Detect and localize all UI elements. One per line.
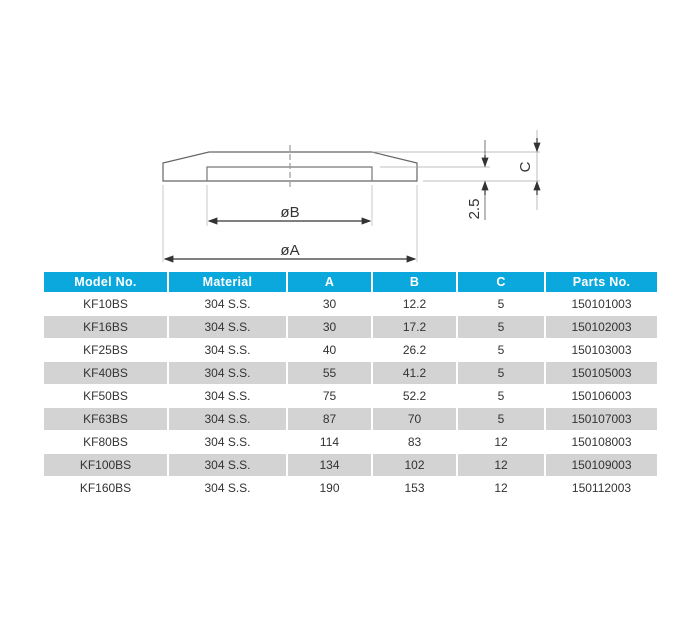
table-header-row <box>44 272 657 293</box>
cell-model: KF160BS <box>44 477 168 500</box>
cell-parts-no: 150101003 <box>545 293 657 316</box>
cell-c: 5 <box>457 408 545 431</box>
specification-table <box>44 272 657 499</box>
cell-b: 102 <box>372 454 457 477</box>
table-row <box>44 454 657 477</box>
table-row <box>44 385 657 408</box>
cell-parts-no: 150109003 <box>545 454 657 477</box>
cell-a: 30 <box>287 293 372 316</box>
cell-parts-no: 150103003 <box>545 339 657 362</box>
diameter-a-label: øA <box>280 242 300 259</box>
cell-material: 304 S.S. <box>168 477 287 500</box>
cell-material: 304 S.S. <box>168 362 287 385</box>
cell-a: 190 <box>287 477 372 500</box>
cell-parts-no: 150105003 <box>545 362 657 385</box>
cell-a: 114 <box>287 431 372 454</box>
cell-a: 75 <box>287 385 372 408</box>
header-model-no: Model No. <box>44 272 168 293</box>
height-c-label: C <box>517 161 534 173</box>
table-row <box>44 293 657 316</box>
header-material: Material <box>168 272 287 293</box>
cell-parts-no: 150108003 <box>545 431 657 454</box>
header-parts-no: Parts No. <box>545 272 657 293</box>
cell-model: KF50BS <box>44 385 168 408</box>
cell-model: KF25BS <box>44 339 168 362</box>
table-row <box>44 431 657 454</box>
cell-parts-no: 150107003 <box>545 408 657 431</box>
cell-c: 12 <box>457 454 545 477</box>
header-a: A <box>287 272 372 293</box>
cell-b: 12.2 <box>372 293 457 316</box>
table-row <box>44 339 657 362</box>
cell-c: 12 <box>457 431 545 454</box>
table-row <box>44 316 657 339</box>
cell-material: 304 S.S. <box>168 316 287 339</box>
cell-parts-no: 150106003 <box>545 385 657 408</box>
cell-model: KF16BS <box>44 316 168 339</box>
diameter-b-label: øB <box>280 204 300 221</box>
cell-material: 304 S.S. <box>168 339 287 362</box>
cell-parts-no: 150102003 <box>545 316 657 339</box>
cell-c: 5 <box>457 385 545 408</box>
cell-material: 304 S.S. <box>168 408 287 431</box>
cell-a: 55 <box>287 362 372 385</box>
cell-model: KF100BS <box>44 454 168 477</box>
header-c: C <box>457 272 545 293</box>
cell-material: 304 S.S. <box>168 431 287 454</box>
cell-model: KF80BS <box>44 431 168 454</box>
cell-material: 304 S.S. <box>168 293 287 316</box>
cell-c: 5 <box>457 293 545 316</box>
cell-b: 70 <box>372 408 457 431</box>
cell-material: 304 S.S. <box>168 385 287 408</box>
cell-a: 87 <box>287 408 372 431</box>
cell-b: 17.2 <box>372 316 457 339</box>
thickness-label: 2.5 <box>466 198 483 220</box>
cell-model: KF40BS <box>44 362 168 385</box>
cell-parts-no: 150112003 <box>545 477 657 500</box>
cell-c: 5 <box>457 316 545 339</box>
header-b: B <box>372 272 457 293</box>
cell-a: 40 <box>287 339 372 362</box>
cell-c: 12 <box>457 477 545 500</box>
cell-material: 304 S.S. <box>168 454 287 477</box>
table-row <box>44 408 657 431</box>
cell-a: 134 <box>287 454 372 477</box>
blank-flange-drawing <box>0 0 700 270</box>
table-row <box>44 362 657 385</box>
cell-b: 83 <box>372 431 457 454</box>
cell-b: 153 <box>372 477 457 500</box>
cell-a: 30 <box>287 316 372 339</box>
cell-model: KF63BS <box>44 408 168 431</box>
cell-model: KF10BS <box>44 293 168 316</box>
cell-b: 26.2 <box>372 339 457 362</box>
cell-b: 52.2 <box>372 385 457 408</box>
cell-b: 41.2 <box>372 362 457 385</box>
cell-c: 5 <box>457 362 545 385</box>
table-row <box>44 477 657 500</box>
cell-c: 5 <box>457 339 545 362</box>
